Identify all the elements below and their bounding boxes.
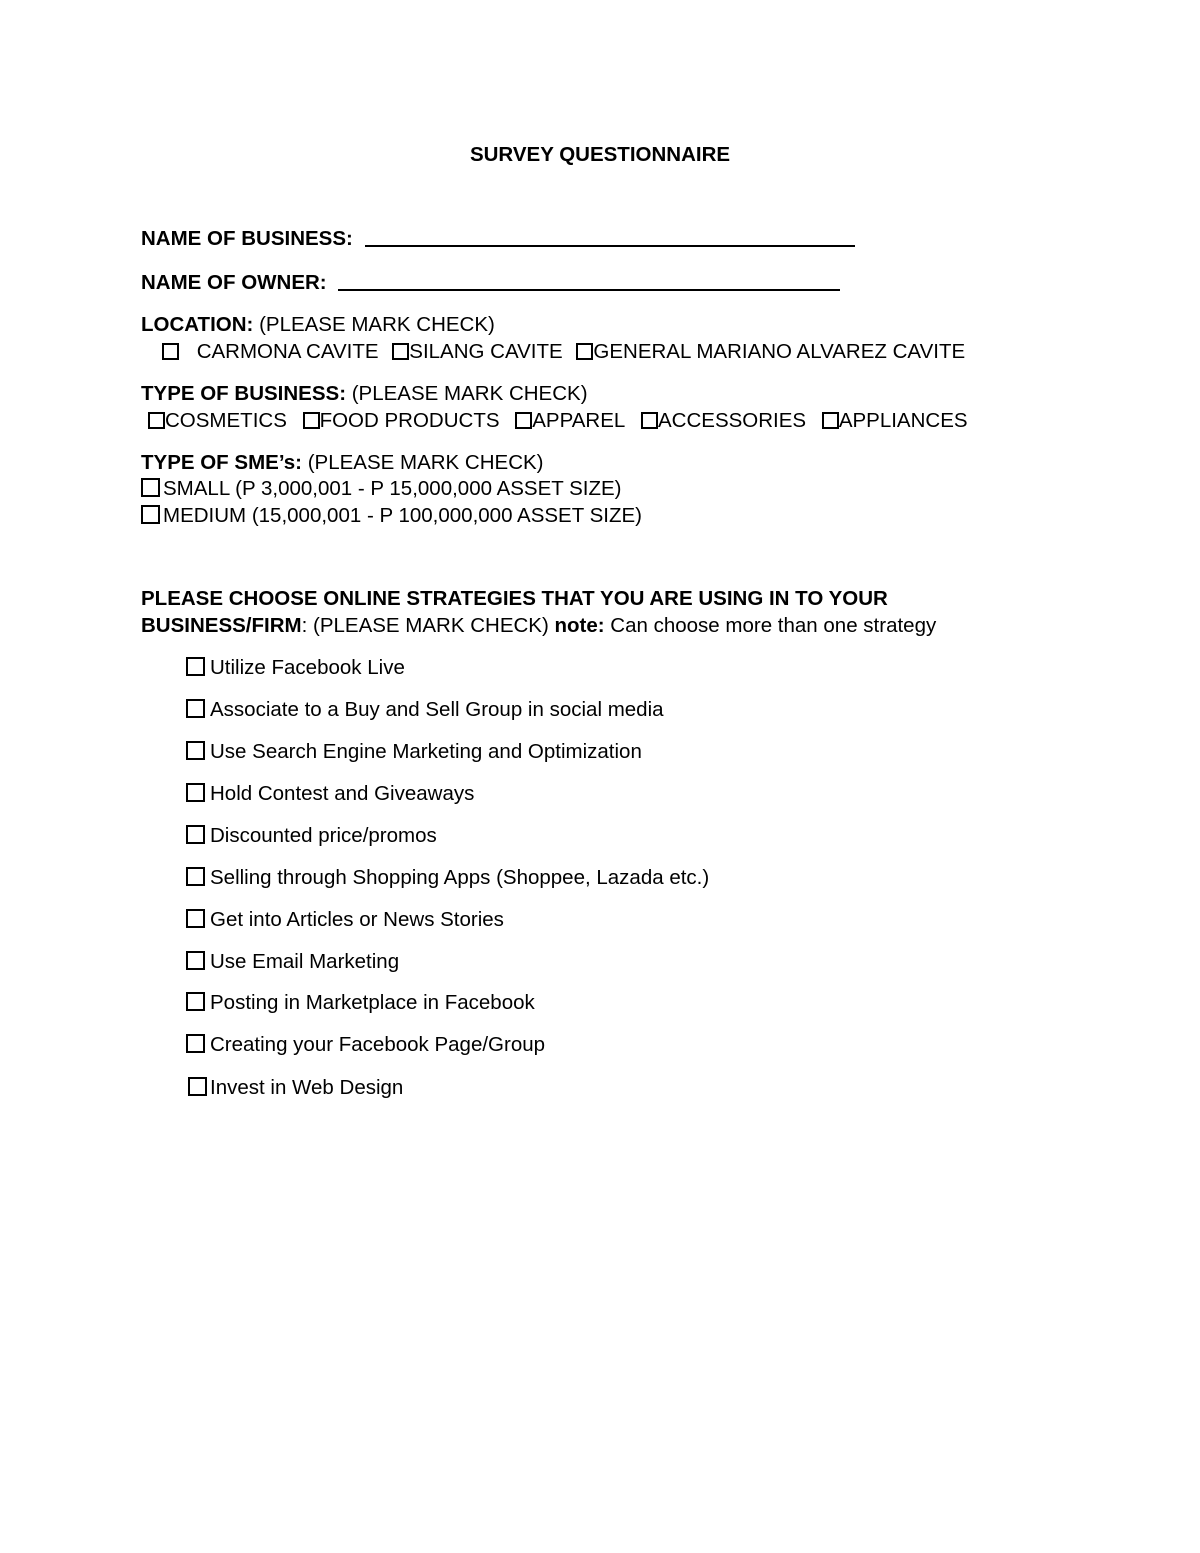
location-heading bbox=[141, 315, 495, 336]
sme-option-label: SMALL (P 3,000,001 - P 15,000,000 ASSET SIZE) bbox=[163, 477, 622, 500]
strategies-note-text: Can choose more than one strategy bbox=[604, 614, 937, 637]
location-option-silang[interactable] bbox=[392, 342, 562, 363]
checkbox[interactable] bbox=[822, 412, 839, 429]
strategy-item[interactable] bbox=[186, 992, 535, 1014]
business-type-instruction: (PLEASE MARK CHECK) bbox=[351, 382, 588, 405]
checkbox[interactable] bbox=[186, 951, 205, 970]
strategies-instruction: : (PLEASE MARK CHECK) bbox=[301, 614, 555, 637]
strategy-item[interactable] bbox=[186, 741, 642, 763]
checkbox[interactable] bbox=[148, 412, 165, 429]
sme-option-label: MEDIUM (15,000,001 - P 100,000,000 ASSET SIZE) bbox=[163, 504, 642, 527]
strategy-item[interactable] bbox=[186, 825, 437, 847]
business-type-options bbox=[148, 411, 968, 432]
checkbox[interactable] bbox=[186, 992, 205, 1011]
checkbox[interactable] bbox=[186, 1034, 205, 1053]
strategy-label: Selling through Shopping Apps (Shoppee, Lazada etc.) bbox=[210, 866, 710, 889]
business-type-option-label: ACCESSORIES bbox=[658, 409, 807, 432]
strategies-subheading bbox=[141, 616, 936, 637]
strategy-label: Invest in Web Design bbox=[210, 1076, 404, 1099]
checkbox[interactable] bbox=[186, 867, 205, 886]
checkbox[interactable] bbox=[186, 699, 205, 718]
strategies-heading-continued: BUSINESS/FIRM bbox=[141, 614, 302, 637]
business-name-row bbox=[141, 229, 855, 250]
strategy-label: Hold Contest and Giveaways bbox=[210, 782, 475, 805]
business-type-option-apparel[interactable] bbox=[515, 411, 625, 432]
location-option-carmona[interactable] bbox=[162, 342, 379, 363]
sme-type-heading bbox=[141, 453, 544, 474]
strategy-label: Discounted price/promos bbox=[210, 824, 437, 847]
business-type-option-cosmetics[interactable] bbox=[148, 411, 287, 432]
strategy-item[interactable] bbox=[186, 951, 399, 973]
business-type-option-food[interactable] bbox=[303, 411, 500, 432]
location-option-label: CARMONA CAVITE bbox=[196, 340, 379, 363]
business-type-label: TYPE OF BUSINESS: bbox=[141, 382, 347, 405]
sme-option-small[interactable] bbox=[141, 478, 622, 500]
checkbox[interactable] bbox=[641, 412, 658, 429]
business-type-option-label: COSMETICS bbox=[165, 409, 287, 432]
business-type-heading bbox=[141, 384, 588, 405]
checkbox[interactable] bbox=[576, 343, 593, 360]
owner-name-field[interactable] bbox=[338, 273, 840, 291]
checkbox[interactable] bbox=[186, 657, 205, 676]
business-type-option-label: APPAREL bbox=[532, 409, 626, 432]
strategy-label: Use Email Marketing bbox=[210, 950, 400, 973]
checkbox[interactable] bbox=[515, 412, 532, 429]
checkbox[interactable] bbox=[303, 412, 320, 429]
checkbox[interactable] bbox=[186, 909, 205, 928]
sme-option-medium[interactable] bbox=[141, 505, 642, 527]
strategy-item[interactable] bbox=[186, 909, 504, 931]
business-type-option-accessories[interactable] bbox=[641, 411, 806, 432]
location-label: LOCATION: bbox=[141, 313, 254, 336]
location-option-label: GENERAL MARIANO ALVAREZ CAVITE bbox=[593, 340, 966, 363]
location-instruction: (PLEASE MARK CHECK) bbox=[259, 313, 495, 336]
business-type-option-label: FOOD PRODUCTS bbox=[319, 409, 500, 432]
strategy-item[interactable] bbox=[186, 783, 474, 805]
checkbox[interactable] bbox=[392, 343, 409, 360]
strategy-label: Get into Articles or News Stories bbox=[210, 908, 504, 931]
location-option-label: SILANG CAVITE bbox=[409, 340, 563, 363]
strategy-item[interactable] bbox=[186, 699, 664, 721]
sme-type-label: TYPE OF SME’s: bbox=[141, 451, 302, 474]
checkbox[interactable] bbox=[141, 505, 160, 524]
checkbox[interactable] bbox=[141, 478, 160, 497]
strategy-label: Utilize Facebook Live bbox=[210, 656, 405, 679]
strategies-heading: PLEASE CHOOSE ONLINE STRATEGIES THAT YOU ARE USING IN TO YOUR bbox=[141, 587, 888, 610]
page-title: SURVEY QUESTIONNAIRE bbox=[469, 143, 731, 166]
checkbox[interactable] bbox=[188, 1077, 207, 1096]
business-type-option-appliances[interactable] bbox=[822, 411, 968, 432]
strategy-label: Associate to a Buy and Sell Group in social media bbox=[210, 698, 664, 721]
checkbox[interactable] bbox=[186, 783, 205, 802]
sme-type-instruction: (PLEASE MARK CHECK) bbox=[307, 451, 544, 474]
strategy-label: Use Search Engine Marketing and Optimization bbox=[210, 740, 642, 763]
strategy-item[interactable] bbox=[186, 867, 709, 889]
strategy-item[interactable] bbox=[186, 1034, 545, 1056]
location-options bbox=[162, 342, 965, 363]
strategy-label: Posting in Marketplace in Facebook bbox=[210, 991, 535, 1014]
business-type-option-label: APPLIANCES bbox=[838, 409, 968, 432]
checkbox[interactable] bbox=[186, 741, 205, 760]
owner-name-label: NAME OF OWNER: bbox=[141, 271, 327, 294]
strategy-label: Creating your Facebook Page/Group bbox=[210, 1033, 546, 1056]
owner-name-row bbox=[141, 273, 840, 294]
business-name-field[interactable] bbox=[365, 229, 855, 247]
checkbox[interactable] bbox=[162, 343, 179, 360]
strategies-note-label: note: bbox=[554, 614, 605, 637]
strategy-item[interactable] bbox=[186, 657, 405, 679]
strategy-item[interactable] bbox=[188, 1077, 403, 1099]
business-name-label: NAME OF BUSINESS: bbox=[141, 227, 353, 250]
location-option-gma[interactable] bbox=[576, 342, 965, 363]
checkbox[interactable] bbox=[186, 825, 205, 844]
